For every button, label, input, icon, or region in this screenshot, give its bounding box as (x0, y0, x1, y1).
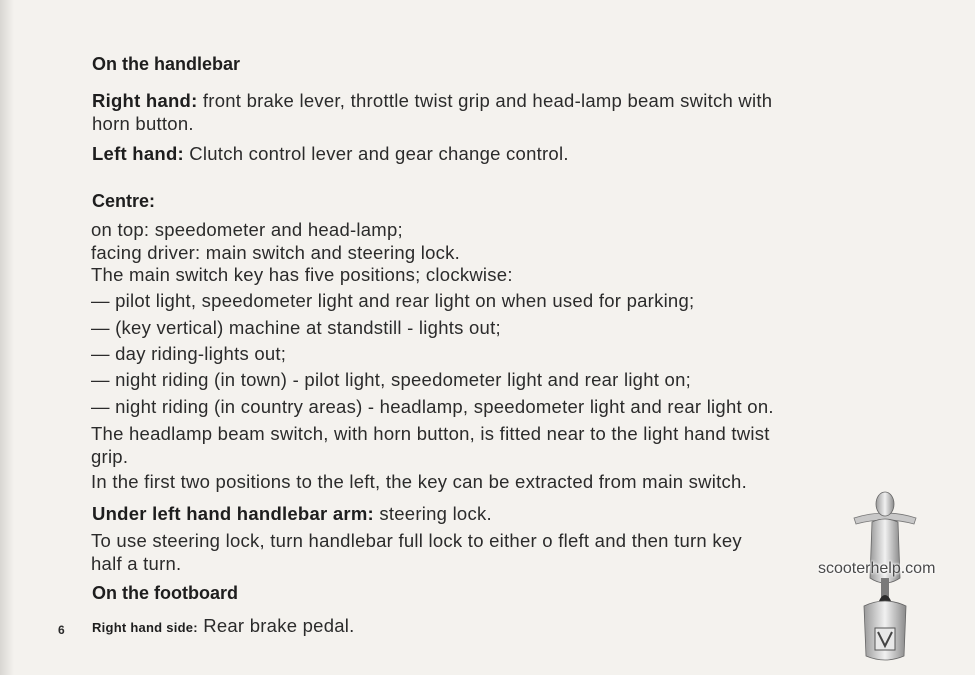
right-hand-line-1 (92, 90, 772, 112)
switch-position-item: — (key vertical) machine at standstill - lights out; (91, 317, 501, 338)
left-hand-text: Clutch control lever and gear change control. (183, 143, 569, 164)
right-hand-side-text: Rear brake pedal. (197, 615, 355, 636)
under-arm-text: steering lock. (373, 503, 492, 524)
under-arm-line (92, 503, 492, 525)
centre-line: grip. (91, 446, 129, 467)
switch-position-item: — night riding (in town) - pilot light, speedometer light and rear light on; (91, 369, 691, 390)
right-hand-text: front brake lever, throttle twist grip and head-lamp beam switch with (197, 90, 773, 111)
centre-line: facing driver: main switch and steering lock. (91, 242, 461, 263)
page-number: 6 (58, 623, 65, 637)
heading-on-the-handlebar: On the handlebar (92, 54, 241, 74)
right-hand-label: Right hand: (92, 90, 198, 111)
right-hand-line-2: horn button. (92, 113, 194, 134)
right-hand-side-line (92, 615, 355, 637)
centre-line: The headlamp beam switch, with horn button, is fitted near to the light hand twist (91, 423, 770, 444)
heading-on-the-footboard: On the footboard (92, 583, 238, 603)
centre-line: In the first two positions to the left, the key can be extracted from main switch. (91, 471, 747, 492)
right-hand-side-label: Right hand side: (92, 620, 198, 635)
left-hand-line (92, 143, 569, 165)
watermark-text: scooterhelp.com (818, 560, 936, 577)
centre-line: on top: speedometer and head-lamp; (91, 219, 403, 240)
steering-lock-line-1: To use steering lock, turn handlebar full lock to either o fleft and then turn key (91, 530, 742, 551)
switch-position-item: — day riding-lights out; (91, 343, 287, 364)
left-hand-label: Left hand: (92, 143, 184, 164)
centre-line: The main switch key has five positions; clockwise: (91, 264, 513, 285)
steering-lock-line-2: half a turn. (91, 553, 182, 574)
switch-position-item: — pilot light, speedometer light and rear light on when used for parking; (91, 290, 695, 311)
under-arm-label: Under left hand handlebar arm: (92, 503, 374, 524)
switch-position-item: — night riding (in country areas) - headlamp, speedometer light and rear light on. (91, 396, 774, 417)
heading-centre: Centre: (92, 191, 156, 211)
